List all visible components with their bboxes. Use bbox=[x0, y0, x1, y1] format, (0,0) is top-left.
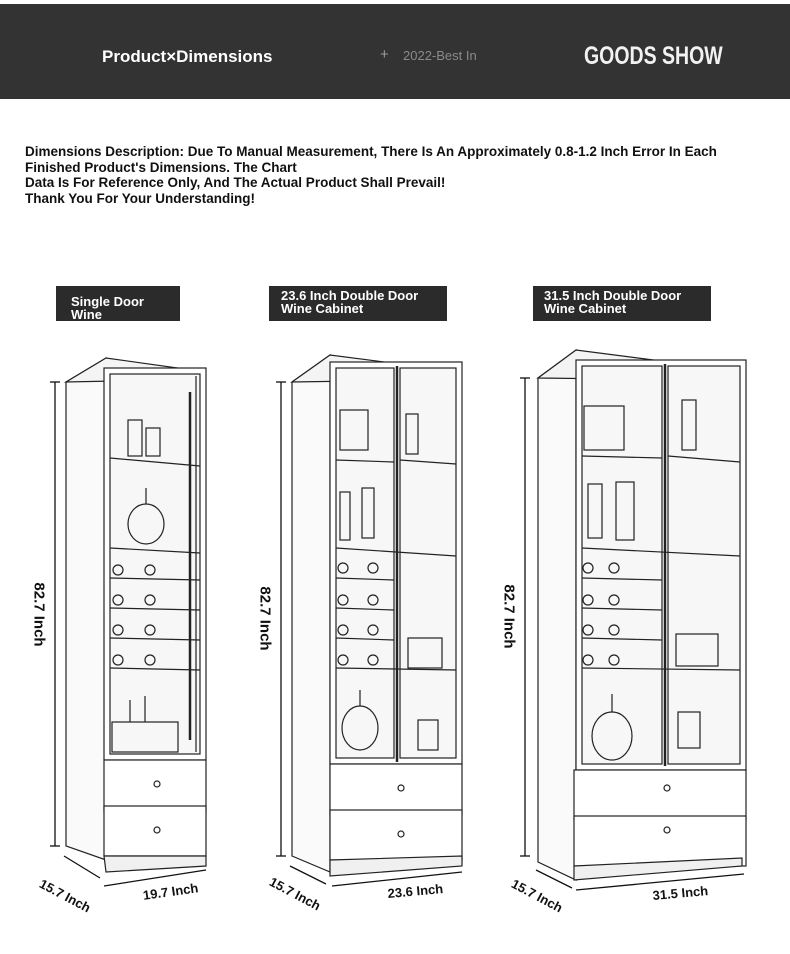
product-label-23-6-double-door: 23.6 Inch Double Door Wine Cabinet bbox=[269, 286, 447, 321]
height-label-23-6-double-door: 82.7 Inch bbox=[256, 586, 274, 651]
header-subtitle: 2022-Best In bbox=[403, 48, 477, 63]
description-line: Dimensions Description: Due To Manual Measurement, There Is An Approximately 0.8-1.2 Inch Error In Each bbox=[25, 144, 717, 159]
product-label-31-5-double-door: 31.5 Inch Double Door Wine Cabinet bbox=[533, 286, 711, 321]
width-label-23-6-double-door: 23.6 Inch bbox=[387, 881, 444, 901]
description-line: Finished Product's Dimensions. The Chart bbox=[25, 159, 297, 175]
header-title: Product×Dimensions bbox=[102, 47, 273, 66]
depth-label-23-6-double-door: 15.7 Inch bbox=[266, 874, 324, 914]
width-label-31-5-double-door: 31.5 Inch bbox=[652, 883, 709, 903]
description-line: Thank You For Your Understanding! bbox=[25, 190, 256, 206]
cabinet-single-door-drawing bbox=[66, 358, 206, 872]
product-label-single-door: Single Door Wine bbox=[56, 286, 180, 321]
cabinet-31-5-double-door-drawing bbox=[538, 350, 746, 880]
dimensions-description bbox=[25, 144, 765, 206]
description-line: Data Is For Reference Only, And The Actual Product Shall Prevail! bbox=[25, 175, 446, 190]
height-label-31-5-double-door: 82.7 Inch bbox=[500, 584, 518, 649]
header-bar bbox=[0, 4, 790, 99]
cabinet-23-6-double-door-drawing bbox=[292, 355, 462, 876]
depth-label-single-door: 15.7 Inch bbox=[36, 876, 94, 916]
brand-logo: GOODS SHOW bbox=[584, 42, 723, 70]
plus-icon: + bbox=[380, 46, 389, 63]
depth-label-31-5-double-door: 15.7 Inch bbox=[508, 876, 566, 916]
height-label-single-door: 82.7 Inch bbox=[30, 582, 48, 647]
cabinet-sketch-svg bbox=[0, 330, 790, 930]
width-label-single-door: 19.7 Inch bbox=[142, 880, 200, 903]
cabinet-illustrations bbox=[0, 330, 790, 930]
